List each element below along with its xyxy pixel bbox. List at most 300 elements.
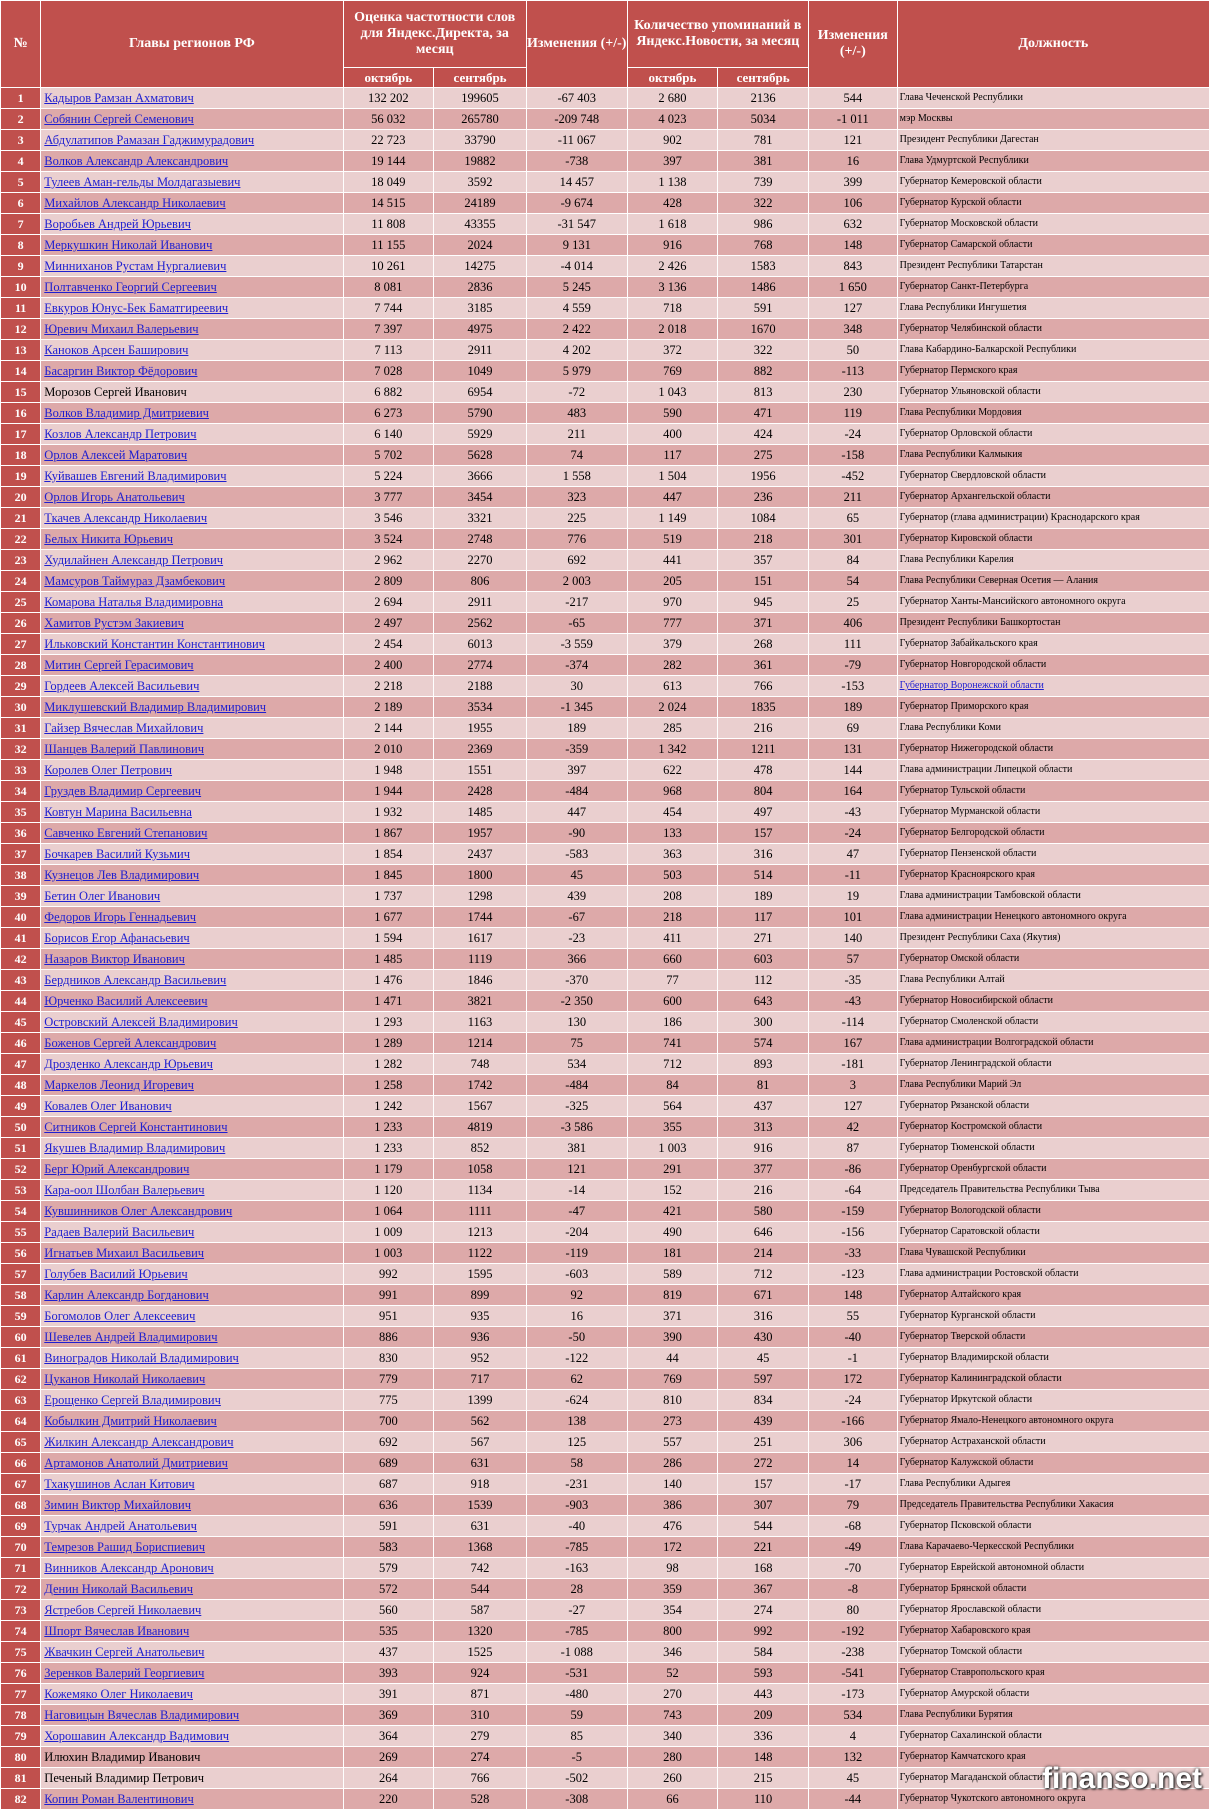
direct-change: -9 674 <box>526 193 627 214</box>
table-row <box>1 235 1210 256</box>
row-number: 51 <box>1 1138 41 1159</box>
governor-name <box>41 1201 343 1222</box>
governor-name-link[interactable]: Гайзер Вячеслав Михайлович <box>44 721 204 735</box>
news-sep: 992 <box>718 1621 809 1642</box>
governor-name-link[interactable]: Кобылкин Дмитрий Николаевич <box>44 1414 217 1428</box>
table-row <box>1 130 1210 151</box>
governor-name-link[interactable]: Зимин Виктор Михайлович <box>44 1498 192 1512</box>
governor-name-link[interactable]: Ткачев Александр Николаевич <box>44 511 208 525</box>
governor-name-link[interactable]: Ковтун Марина Васильевна <box>44 805 192 819</box>
direct-sep: 3185 <box>434 298 527 319</box>
direct-change: 439 <box>526 886 627 907</box>
direct-change: 366 <box>526 949 627 970</box>
governor-name <box>41 403 343 424</box>
news-oct: 810 <box>627 1390 718 1411</box>
position: Губернатор Рязанской области <box>897 1096 1209 1117</box>
table-row <box>1 739 1210 760</box>
governor-name-link[interactable]: Жвачкин Сергей Анатольевич <box>44 1645 205 1659</box>
position: Губернатор Иркутской области <box>897 1390 1209 1411</box>
table-row <box>1 1201 1210 1222</box>
row-number: 26 <box>1 613 41 634</box>
news-sep: 1486 <box>718 277 809 298</box>
direct-sep: 2428 <box>434 781 527 802</box>
governor-name-link[interactable]: Белых Никита Юрьевич <box>44 532 174 546</box>
news-oct: 363 <box>627 844 718 865</box>
news-sep: 300 <box>718 1012 809 1033</box>
governor-name <box>41 277 343 298</box>
news-change: 45 <box>808 1768 897 1789</box>
direct-sep: 748 <box>434 1054 527 1075</box>
direct-sep: 310 <box>434 1705 527 1726</box>
governor-name-link[interactable]: Волков Владимир Дмитриевич <box>44 406 209 420</box>
direct-oct: 1 932 <box>343 802 434 823</box>
governor-name-link[interactable]: Борисов Егор Афанасьевич <box>44 931 190 945</box>
position: Губернатор Челябинской области <box>897 319 1209 340</box>
governor-name <box>41 802 343 823</box>
news-oct: 208 <box>627 886 718 907</box>
governor-name-link[interactable]: Кузнецов Лев Владимирович <box>44 868 200 882</box>
position: Губернатор Тверской области <box>897 1327 1209 1348</box>
direct-change: -31 547 <box>526 214 627 235</box>
governor-name <box>41 466 343 487</box>
governor-name-link[interactable]: Турчак Андрей Анатольевич <box>44 1519 197 1533</box>
governor-name-link[interactable]: Тхакушинов Аслан Китович <box>44 1477 195 1491</box>
news-sep: 766 <box>718 676 809 697</box>
direct-sep: 742 <box>434 1558 527 1579</box>
governor-name <box>41 1579 343 1600</box>
news-sep: 781 <box>718 130 809 151</box>
news-change: 16 <box>808 151 897 172</box>
governor-name-link[interactable]: Евкуров Юнус-Бек Баматгиреевич <box>44 301 229 315</box>
governor-name-link[interactable]: Комарова Наталья Владимировна <box>44 595 224 609</box>
governor-name <box>41 172 343 193</box>
row-number: 76 <box>1 1663 41 1684</box>
news-sep: 221 <box>718 1537 809 1558</box>
direct-sep: 1368 <box>434 1537 527 1558</box>
news-oct: 712 <box>627 1054 718 1075</box>
direct-sep: 562 <box>434 1411 527 1432</box>
governor-name <box>41 1327 343 1348</box>
news-sep: 584 <box>718 1642 809 1663</box>
row-number: 42 <box>1 949 41 970</box>
direct-sep: 3534 <box>434 697 527 718</box>
direct-change: -903 <box>526 1495 627 1516</box>
governor-name <box>41 550 343 571</box>
direct-oct: 1 233 <box>343 1117 434 1138</box>
row-number: 11 <box>1 298 41 319</box>
table-row <box>1 1432 1210 1453</box>
news-sep: 597 <box>718 1369 809 1390</box>
position: Глава Республики Мордовия <box>897 403 1209 424</box>
governor-name-link[interactable]: Хамитов Рустэм Закиевич <box>44 616 184 630</box>
news-change: 211 <box>808 487 897 508</box>
news-oct: 2 018 <box>627 319 718 340</box>
governor-name-link[interactable]: Каноков Арсен Баширович <box>44 343 189 357</box>
direct-oct: 775 <box>343 1390 434 1411</box>
governor-name <box>41 1684 343 1705</box>
table-row <box>1 424 1210 445</box>
direct-sep: 2911 <box>434 340 527 361</box>
governor-name-link[interactable]: Савченко Евгений Степанович <box>44 826 208 840</box>
governor-name-link[interactable]: Берг Юрий Александрович <box>44 1162 190 1176</box>
direct-change: 776 <box>526 529 627 550</box>
direct-change: -370 <box>526 970 627 991</box>
news-sep: 307 <box>718 1495 809 1516</box>
direct-oct: 56 032 <box>343 109 434 130</box>
governor-name-link[interactable]: Полтавченко Георгий Сергеевич <box>44 280 217 294</box>
news-sep: 322 <box>718 340 809 361</box>
governor-name-link[interactable]: Денин Николай Васильевич <box>44 1582 194 1596</box>
news-oct: 346 <box>627 1642 718 1663</box>
news-change: 148 <box>808 1285 897 1306</box>
position: Глава Республики Алтай <box>897 970 1209 991</box>
governor-name-link[interactable]: Игнатьев Михаил Васильевич <box>44 1246 205 1260</box>
governor-name-link[interactable]: Минниханов Рустам Нургалиевич <box>44 259 227 273</box>
direct-change: -1 345 <box>526 697 627 718</box>
governor-name-link[interactable]: Островский Алексей Владимирович <box>44 1015 238 1029</box>
news-sep: 151 <box>718 571 809 592</box>
governor-name-link[interactable]: Груздев Владимир Сергеевич <box>44 784 202 798</box>
row-number: 14 <box>1 361 41 382</box>
direct-oct: 1 471 <box>343 991 434 1012</box>
position: Губернатор Кировской области <box>897 529 1209 550</box>
governor-name <box>41 1621 343 1642</box>
governor-name-link[interactable]: Кувшинников Олег Александрович <box>44 1204 233 1218</box>
governor-name-link[interactable]: Цуканов Николай Николаевич <box>44 1372 206 1386</box>
governor-name-link[interactable]: Шанцев Валерий Павлинович <box>44 742 205 756</box>
governor-name <box>41 655 343 676</box>
news-change: 348 <box>808 319 897 340</box>
table-row <box>1 256 1210 277</box>
table-row <box>1 1117 1210 1138</box>
direct-sep: 2369 <box>434 739 527 760</box>
direct-change: 30 <box>526 676 627 697</box>
news-change: 87 <box>808 1138 897 1159</box>
direct-change: -2 350 <box>526 991 627 1012</box>
governor-name-link[interactable]: Орлов Алексей Маратович <box>44 448 188 462</box>
governor-name-link[interactable]: Худилайнен Александр Петрович <box>44 553 224 567</box>
direct-sep: 1485 <box>434 802 527 823</box>
news-change: 42 <box>808 1117 897 1138</box>
governor-name-link[interactable]: Кожемяко Олег Николаевич <box>44 1687 193 1701</box>
news-change: -173 <box>808 1684 897 1705</box>
position-link[interactable]: Губернатор Воронежской области <box>899 680 1044 691</box>
direct-oct: 1 476 <box>343 970 434 991</box>
table-row <box>1 760 1210 781</box>
governor-name <box>41 445 343 466</box>
news-change: 25 <box>808 592 897 613</box>
position: Губернатор Псковской области <box>897 1516 1209 1537</box>
position: Губернатор Московской области <box>897 214 1209 235</box>
governor-name-link[interactable]: Ситников Сергей Константинович <box>44 1120 228 1134</box>
governor-name-link[interactable]: Кадыров Рамзан Ахматович <box>44 91 194 105</box>
direct-sep: 2774 <box>434 655 527 676</box>
direct-oct: 2 962 <box>343 550 434 571</box>
position: Губернатор Пермского края <box>897 361 1209 382</box>
direct-change: -3 586 <box>526 1117 627 1138</box>
row-number: 6 <box>1 193 41 214</box>
direct-change: -374 <box>526 655 627 676</box>
governor-name <box>41 1495 343 1516</box>
direct-oct: 1 289 <box>343 1033 434 1054</box>
news-sep: 209 <box>718 1705 809 1726</box>
position: Губернатор Белгородской области <box>897 823 1209 844</box>
governor-name <box>41 928 343 949</box>
direct-change: 2 003 <box>526 571 627 592</box>
news-oct: 1 138 <box>627 172 718 193</box>
governor-name-link[interactable]: Гордеев Алексей Васильевич <box>44 679 200 693</box>
governor-name-link[interactable]: Тулеев Аман-гельды Молдагазыевич <box>44 175 241 189</box>
governor-name-link[interactable]: Бетин Олег Иванович <box>44 889 161 903</box>
governor-name-link[interactable]: Голубев Василий Юрьевич <box>44 1267 188 1281</box>
news-sep: 215 <box>718 1768 809 1789</box>
direct-change: -47 <box>526 1201 627 1222</box>
direct-sep: 1957 <box>434 823 527 844</box>
governor-name-link[interactable]: Ерощенко Сергей Владимирович <box>44 1393 221 1407</box>
governor-name-link[interactable]: Наговицын Вячеслав Владимирович <box>44 1708 240 1722</box>
direct-oct: 1 282 <box>343 1054 434 1075</box>
position: Губернатор Смоленской области <box>897 1012 1209 1033</box>
direct-change: -3 559 <box>526 634 627 655</box>
governor-name-link[interactable]: Якушев Владимир Владимирович <box>44 1141 226 1155</box>
direct-sep: 2836 <box>434 277 527 298</box>
governor-name-link[interactable]: Собянин Сергей Семенович <box>44 112 194 126</box>
news-sep: 1583 <box>718 256 809 277</box>
direct-oct: 264 <box>343 1768 434 1789</box>
governor-name-link[interactable]: Ильковский Константин Константинович <box>44 637 265 651</box>
news-change: -64 <box>808 1180 897 1201</box>
direct-change: 189 <box>526 718 627 739</box>
direct-oct: 391 <box>343 1684 434 1705</box>
direct-sep: 1122 <box>434 1243 527 1264</box>
direct-oct: 1 867 <box>343 823 434 844</box>
governor-name-link[interactable]: Назаров Виктор Иванович <box>44 952 185 966</box>
row-number: 52 <box>1 1159 41 1180</box>
table-row <box>1 445 1210 466</box>
news-sep: 646 <box>718 1222 809 1243</box>
governor-name-link[interactable]: Копин Роман Валентинович <box>44 1792 194 1806</box>
table-row <box>1 1033 1210 1054</box>
news-oct: 503 <box>627 865 718 886</box>
governor-name-link[interactable]: Юрченко Василий Алексеевич <box>44 994 208 1008</box>
news-sep: 739 <box>718 172 809 193</box>
direct-oct: 1 677 <box>343 907 434 928</box>
position: Губернатор Калужской области <box>897 1453 1209 1474</box>
table-row <box>1 1768 1210 1789</box>
direct-sep: 1617 <box>434 928 527 949</box>
row-number: 64 <box>1 1411 41 1432</box>
governor-name-link[interactable]: Миклушевский Владимир Владимирович <box>44 700 267 714</box>
direct-sep: 274 <box>434 1747 527 1768</box>
governor-name-link[interactable]: Козлов Александр Петрович <box>44 427 197 441</box>
direct-oct: 1 003 <box>343 1243 434 1264</box>
governor-name-link[interactable]: Абдулатипов Рамазан Гаджимурадович <box>44 133 255 147</box>
governor-name <box>41 487 343 508</box>
direct-change: -231 <box>526 1474 627 1495</box>
direct-sep: 1742 <box>434 1075 527 1096</box>
governor-name <box>41 1054 343 1075</box>
governor-name <box>41 907 343 928</box>
governor-name-link[interactable]: Волков Александр Александрович <box>44 154 229 168</box>
direct-change: -785 <box>526 1621 627 1642</box>
governor-name-link[interactable]: Мамсуров Таймураз Дзамбекович <box>44 574 226 588</box>
governor-name-link[interactable]: Виноградов Николай Владимирович <box>44 1351 239 1365</box>
governor-name-link[interactable]: Хорошавин Александр Вадимович <box>44 1729 230 1743</box>
direct-oct: 1 120 <box>343 1180 434 1201</box>
governor-name-link[interactable]: Бочкарев Василий Кузьмич <box>44 847 190 861</box>
governor-name-link[interactable]: Карлин Александр Богданович <box>44 1288 209 1302</box>
header-direct-change: Изменения (+/-) <box>526 1 627 88</box>
news-oct: 291 <box>627 1159 718 1180</box>
news-oct: 718 <box>627 298 718 319</box>
direct-sep: 924 <box>434 1663 527 1684</box>
news-oct: 282 <box>627 655 718 676</box>
direct-oct: 220 <box>343 1789 434 1810</box>
news-change: 843 <box>808 256 897 277</box>
governor-name-link[interactable]: Маркелов Леонид Игоревич <box>44 1078 194 1092</box>
direct-sep: 1551 <box>434 760 527 781</box>
news-sep: 834 <box>718 1390 809 1411</box>
news-oct: 273 <box>627 1411 718 1432</box>
governor-name-link[interactable]: Куйвашев Евгений Владимирович <box>44 469 227 483</box>
direct-oct: 364 <box>343 1726 434 1747</box>
row-number: 18 <box>1 445 41 466</box>
news-oct: 44 <box>627 1348 718 1369</box>
direct-sep: 1567 <box>434 1096 527 1117</box>
governor-name-link[interactable]: Дрозденко Александр Юрьевич <box>44 1057 213 1071</box>
direct-oct: 579 <box>343 1558 434 1579</box>
governor-name-link[interactable]: Митин Сергей Герасимович <box>44 658 194 672</box>
direct-change: 5 979 <box>526 361 627 382</box>
direct-oct: 22 723 <box>343 130 434 151</box>
governor-name-link[interactable]: Жилкин Александр Александрович <box>44 1435 234 1449</box>
direct-change: -5 <box>526 1747 627 1768</box>
row-number: 16 <box>1 403 41 424</box>
row-number: 13 <box>1 340 41 361</box>
news-oct: 589 <box>627 1264 718 1285</box>
table-row <box>1 1474 1210 1495</box>
news-sep: 430 <box>718 1327 809 1348</box>
governor-name-link[interactable]: Юревич Михаил Валерьевич <box>44 322 199 336</box>
row-number: 19 <box>1 466 41 487</box>
governor-name-link[interactable]: Шпорт Вячеслав Иванович <box>44 1624 190 1638</box>
news-oct: 1 043 <box>627 382 718 403</box>
header-news: Количество упоминаний в Яндекс.Новости, за месяц <box>627 1 808 68</box>
news-sep: 882 <box>718 361 809 382</box>
row-number: 25 <box>1 592 41 613</box>
position: Президент Республики Саха (Якутия) <box>897 928 1209 949</box>
news-sep: 117 <box>718 907 809 928</box>
table-row <box>1 529 1210 550</box>
table-row <box>1 1558 1210 1579</box>
header-name: Главы регионов РФ <box>41 1 343 88</box>
news-oct: 172 <box>627 1537 718 1558</box>
direct-oct: 2 809 <box>343 571 434 592</box>
news-change: 106 <box>808 193 897 214</box>
row-number: 40 <box>1 907 41 928</box>
governor-name <box>41 697 343 718</box>
row-number: 1 <box>1 88 41 109</box>
governor-name-link[interactable]: Федоров Игорь Геннадьевич <box>44 910 197 924</box>
news-oct: 490 <box>627 1222 718 1243</box>
governor-name-link[interactable]: Богомолов Олег Алексеевич <box>44 1309 196 1323</box>
direct-sep: 14275 <box>434 256 527 277</box>
governor-name-link[interactable]: Ястребов Сергей Николаевич <box>44 1603 202 1617</box>
news-sep: 671 <box>718 1285 809 1306</box>
governor-name-link[interactable]: Михайлов Александр Николаевич <box>44 196 226 210</box>
direct-change: 323 <box>526 487 627 508</box>
direct-change: 62 <box>526 1369 627 1390</box>
governor-name-text: Илюхин Владимир Иванович <box>44 1750 201 1764</box>
direct-sep: 2748 <box>434 529 527 550</box>
row-number: 72 <box>1 1579 41 1600</box>
news-oct: 285 <box>627 718 718 739</box>
row-number: 62 <box>1 1369 41 1390</box>
governor-name-link[interactable]: Артамонов Анатолий Дмитриевич <box>44 1456 228 1470</box>
row-number: 47 <box>1 1054 41 1075</box>
direct-change: -502 <box>526 1768 627 1789</box>
direct-oct: 1 737 <box>343 886 434 907</box>
governor-name-link[interactable]: Винников Александр Аронович <box>44 1561 214 1575</box>
governor-name-link[interactable]: Зеренков Валерий Георгиевич <box>44 1666 205 1680</box>
direct-oct: 369 <box>343 1705 434 1726</box>
table-row <box>1 151 1210 172</box>
news-change: 167 <box>808 1033 897 1054</box>
news-sep: 216 <box>718 718 809 739</box>
position: Губернатор Самарской области <box>897 235 1209 256</box>
news-change: -44 <box>808 1789 897 1810</box>
governor-name-link[interactable]: Боженов Сергей Александрович <box>44 1036 217 1050</box>
direct-oct: 437 <box>343 1642 434 1663</box>
row-number: 24 <box>1 571 41 592</box>
table-row <box>1 634 1210 655</box>
news-change: -166 <box>808 1411 897 1432</box>
direct-sep: 3666 <box>434 466 527 487</box>
governor-name-link[interactable]: Воробьев Андрей Юрьевич <box>44 217 191 231</box>
direct-change: 9 131 <box>526 235 627 256</box>
news-change: -123 <box>808 1264 897 1285</box>
governor-name-link[interactable]: Меркушкин Николай Иванович <box>44 238 213 252</box>
governor-name-link[interactable]: Кара-оол Шолбан Валерьевич <box>44 1183 205 1197</box>
table-row <box>1 1096 1210 1117</box>
direct-oct: 1 009 <box>343 1222 434 1243</box>
governor-name-link[interactable]: Темрезов Рашид Бориспиевич <box>44 1540 206 1554</box>
row-number: 68 <box>1 1495 41 1516</box>
direct-oct: 393 <box>343 1663 434 1684</box>
governor-name <box>41 193 343 214</box>
governor-name-link[interactable]: Бердников Александр Васильевич <box>44 973 227 987</box>
governor-name-link[interactable]: Шевелев Андрей Владимирович <box>44 1330 218 1344</box>
governor-name <box>41 256 343 277</box>
governor-name-link[interactable]: Орлов Игорь Анатольевич <box>44 490 185 504</box>
direct-sep: 4819 <box>434 1117 527 1138</box>
direct-oct: 1 258 <box>343 1075 434 1096</box>
position: Президент Республики Татарстан <box>897 256 1209 277</box>
governor-name-link[interactable]: Королев Олег Петрович <box>44 763 173 777</box>
governor-name <box>41 718 343 739</box>
news-change: -181 <box>808 1054 897 1075</box>
row-number: 39 <box>1 886 41 907</box>
governor-name-link[interactable]: Радаев Валерий Васильевич <box>44 1225 195 1239</box>
position: Губернатор Тюменской области <box>897 1138 1209 1159</box>
news-change: -24 <box>808 823 897 844</box>
row-number: 30 <box>1 697 41 718</box>
governor-name-link[interactable]: Ковалев Олег Иванович <box>44 1099 172 1113</box>
news-oct: 741 <box>627 1033 718 1054</box>
news-oct: 218 <box>627 907 718 928</box>
governor-name-link[interactable]: Басаргин Виктор Фёдорович <box>44 364 198 378</box>
row-number: 60 <box>1 1327 41 1348</box>
